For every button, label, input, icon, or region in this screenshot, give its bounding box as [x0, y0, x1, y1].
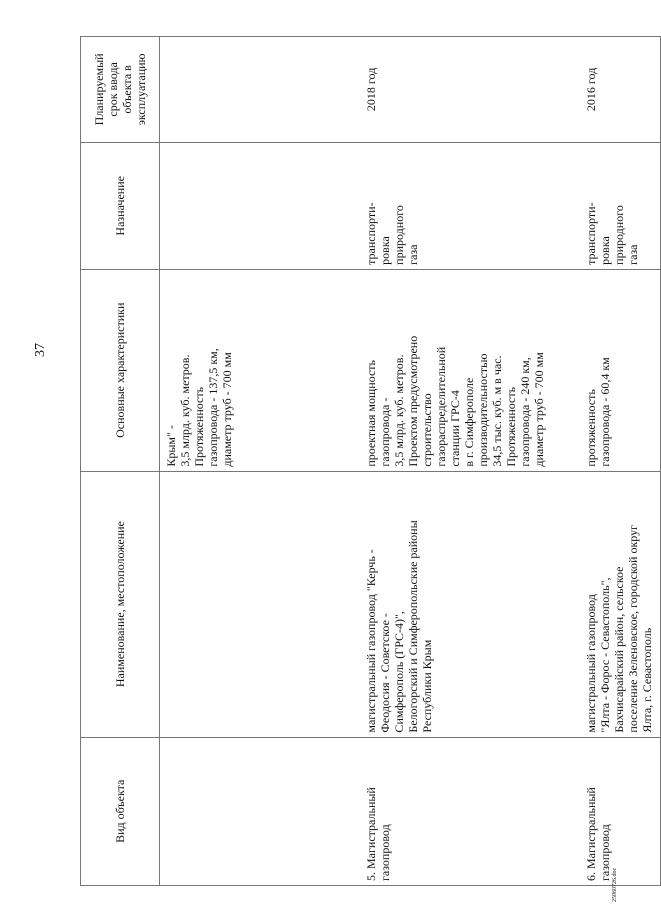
text-line: протяженность — [584, 389, 598, 467]
cell-characteristics — [160, 269, 361, 471]
text-line: проектная мощность — [364, 359, 378, 467]
text-line: 34,5 тыс. куб. м в час. — [490, 355, 504, 467]
text-line: 3,5 млрд. куб. метров. — [392, 354, 406, 467]
table-row-continuation — [160, 37, 361, 886]
text-line: магистральный газопровод "Керчь - — [364, 549, 378, 733]
text-line: диаметр труб - 700 мм — [532, 352, 546, 467]
table-row-5 — [360, 37, 580, 886]
header-characteristics: Основные характеристики — [81, 269, 160, 471]
text-line: Проектом предусмотрено — [406, 335, 420, 467]
table-row-6 — [580, 37, 661, 886]
document-code: 25060726.doc — [612, 867, 618, 902]
text-line: ровка — [378, 236, 392, 265]
text-line: Протяженность — [192, 386, 206, 467]
text-line: транспорти- — [364, 202, 378, 265]
cell-purpose — [160, 142, 361, 269]
text-line: Ялта, г. Севастополь — [640, 627, 654, 733]
text-line: Протяженность — [504, 386, 518, 467]
header-name-location: Наименование, местоположение — [81, 471, 160, 737]
text-line: 3,5 млрд. куб. метров. — [178, 354, 192, 467]
objects-table — [80, 36, 661, 886]
text-line: 6. Магистральный — [584, 787, 598, 881]
cell-date: 2018 год — [360, 37, 580, 143]
page-number: 37 — [33, 343, 48, 357]
cell-type — [160, 737, 361, 885]
cell-type — [360, 737, 580, 885]
cell-name — [360, 471, 580, 737]
text-line: природного — [612, 205, 626, 265]
table-header-row — [81, 37, 160, 886]
text-line: газопровод — [378, 824, 392, 881]
text-line: 5. Магистральный — [364, 787, 378, 881]
cell-purpose — [580, 142, 661, 269]
text-line: диаметр труб - 700 мм — [220, 352, 234, 467]
text-line: газа — [626, 244, 640, 265]
header-purpose: Назначение — [81, 142, 160, 269]
text-line: ровка — [598, 236, 612, 265]
text-line: "Ялта - Форос - Севастополь", — [598, 577, 612, 733]
text-line: газопровода - 240 км, — [518, 357, 532, 467]
cell-characteristics — [360, 269, 580, 471]
header-object-type: Вид объекта — [81, 737, 160, 885]
text-line: Республики Крым — [420, 639, 434, 733]
text-line: производительностью — [476, 353, 490, 467]
text-line: Феодосия - Советское - — [378, 613, 392, 733]
text-line: газопровода - 60,4 км — [598, 357, 612, 467]
text-line: в г. Симферополе — [462, 377, 476, 467]
text-line: газопровода - — [378, 397, 392, 467]
text-line: магистральный газопровод — [584, 594, 598, 733]
text-line: Бахчисарайский район, сельское — [612, 566, 626, 733]
text-line: газопровода - 137,5 км, — [206, 348, 220, 467]
cell-date — [160, 37, 361, 143]
text-line: поселение Зеленовское, городской округ — [626, 524, 640, 733]
cell-purpose — [360, 142, 580, 269]
text-line: станции ГРС-4 — [448, 390, 462, 467]
text-line: Крым" - — [164, 425, 178, 467]
cell-date: 2016 год — [580, 37, 661, 143]
text-line: газораспределительной — [434, 346, 448, 467]
text-line: газа — [406, 244, 420, 265]
header-commissioning-date: Планируемый срок ввода объекта в эксплуатацию — [81, 37, 160, 143]
cell-type — [580, 737, 661, 885]
text-line: Симферополь (ГРС-4)", — [392, 611, 406, 733]
text-line: природного — [392, 205, 406, 265]
text-line: газопровод — [598, 824, 612, 881]
cell-characteristics — [580, 269, 661, 471]
text-line: транспорти- — [584, 202, 598, 265]
text-line: строительство — [420, 393, 434, 467]
cell-name — [160, 471, 361, 737]
text-line: Белогорский и Симферопольские районы — [406, 520, 420, 733]
cell-name — [580, 471, 661, 737]
